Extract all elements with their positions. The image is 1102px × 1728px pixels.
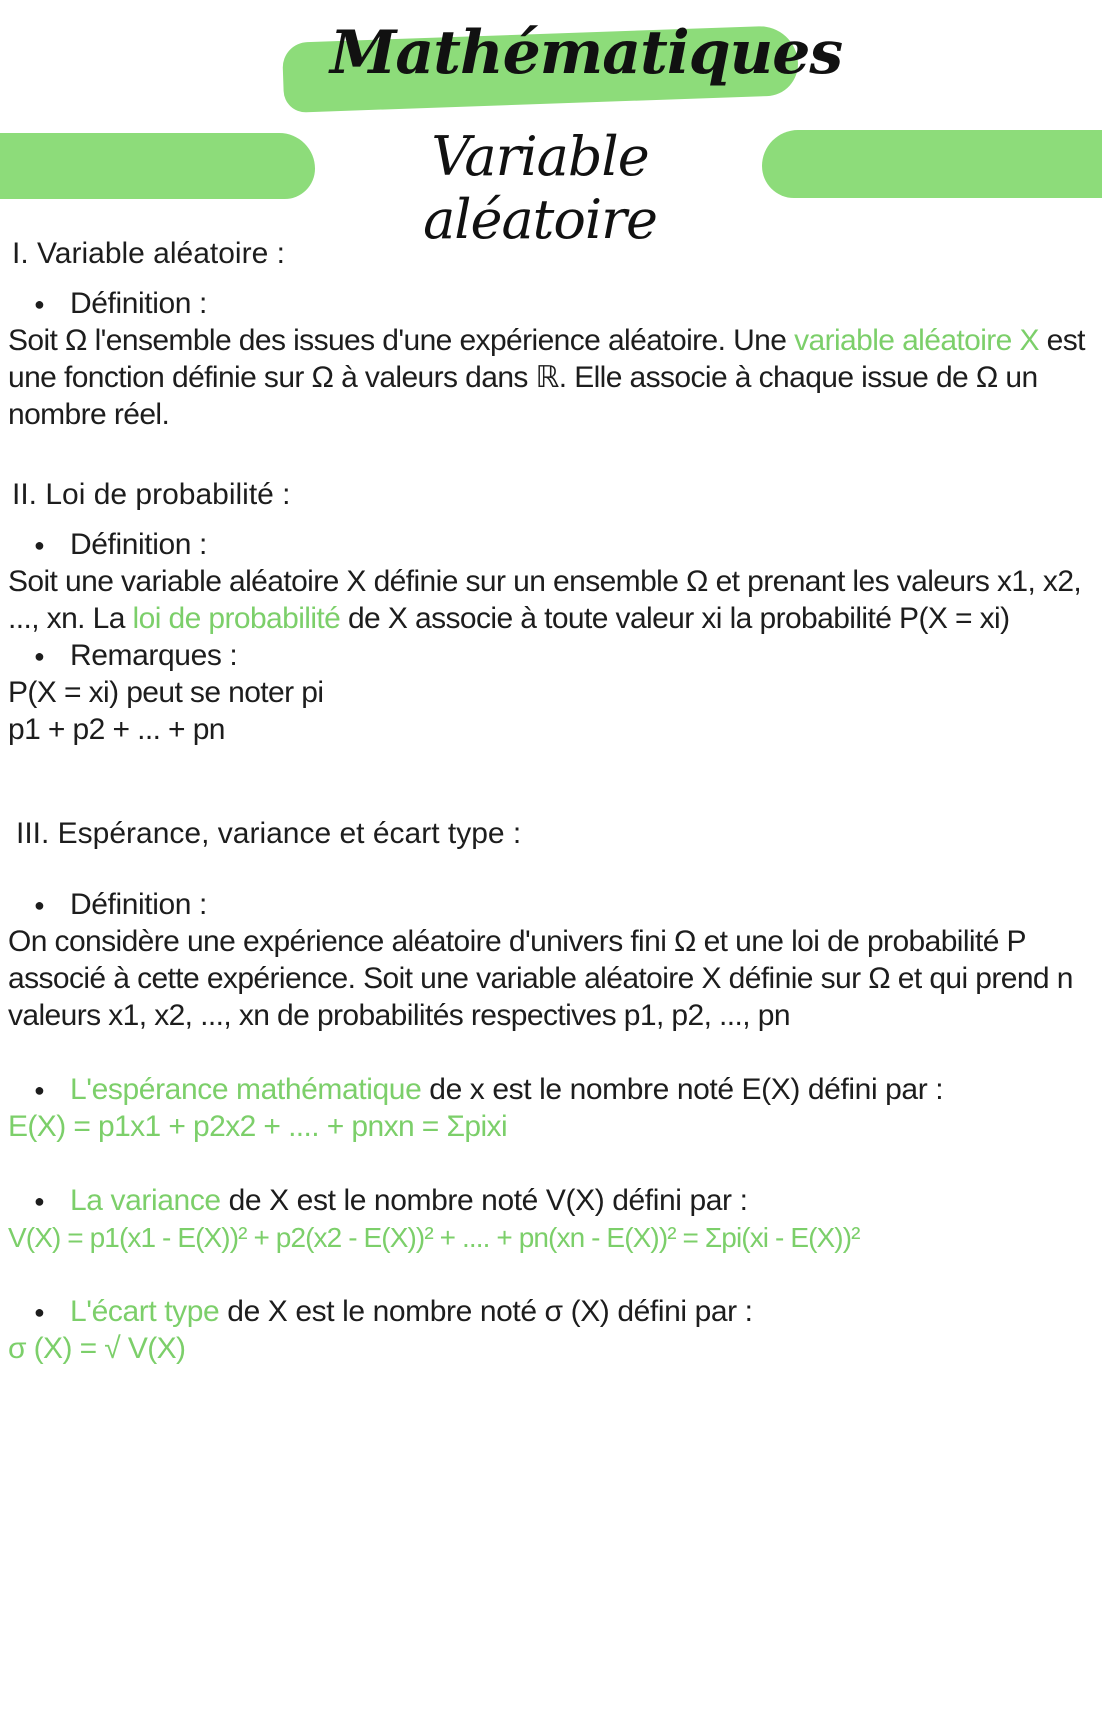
section-3-heading: III. Espérance, variance et écart type : [16,817,522,850]
left-brush-band [0,133,315,199]
section-1-text-line-1: Soit Ω l'ensemble des issues d'une expérience aléatoire. Une variable aléatoire X est [8,324,1085,357]
section-1-heading: I. Variable aléatoire : [12,237,285,270]
formula-variance: V(X) = p1(x1 - E(X))² + p2(x2 - E(X))² + .... + pn(xn - E(X))² = Σpi(xi - E(X))² [8,1222,860,1253]
bullet-esperance: ● L'espérance mathématique de x est le nombre noté E(X) défini par : [34,1072,943,1108]
section-2-bullet-remarques: ● Remarques : [34,638,237,674]
term-loi-de-probabilite: loi de probabilité [132,602,341,635]
term-esperance: L'espérance mathématique [70,1073,422,1106]
section-2-text-line-1: Soit une variable aléatoire X définie sur un ensemble Ω et prenant les valeurs x1, x2, [8,565,1082,598]
page-subtitle: Variable aléatoire [423,125,657,251]
remark-line-1: P(X = xi) peut se noter pi [8,676,324,709]
section-1-bullet-definition: ● Définition : [34,286,207,322]
formula-ecart-type: σ (X) = √ V(X) [8,1332,186,1365]
section-3-bullet-definition: ● Définition : [34,887,207,923]
section-3-text-line-3: valeurs x1, x2, ..., xn de probabilités respectives p1, p2, ..., pn [8,999,790,1032]
term-ecart-type: L'écart type [70,1295,220,1328]
page-title: Mathématiques [330,18,843,88]
bullet-variance: ● La variance de X est le nombre noté V(X) défini par : [34,1183,748,1219]
section-2-heading: II. Loi de probabilité : [12,478,291,511]
term-variance: La variance [70,1184,221,1217]
remark-line-2: p1 + p2 + ... + pn [8,713,225,746]
term-variable-aleatoire: variable aléatoire X [794,324,1039,357]
section-2-bullet-definition: ● Définition : [34,527,207,563]
bullet-ecart-type: ● L'écart type de X est le nombre noté σ (X) défini par : [34,1294,753,1330]
section-2-text-line-2: ..., xn. La loi de probabilité de X associe à toute valeur xi la probabilité P(X = xi) [8,602,1010,635]
section-3-text-line-2: associé à cette expérience. Soit une variable aléatoire X définie sur Ω et qui prend n [8,962,1073,995]
right-brush-band [762,130,1102,198]
section-1-text-line-3: nombre réel. [8,398,170,431]
section-3-text-line-1: On considère une expérience aléatoire d'univers fini Ω et une loi de probabilité P [8,925,1026,958]
formula-esperance: E(X) = p1x1 + p2x2 + .... + pnxn = Σpixi [8,1110,508,1143]
section-1-text-line-2: une fonction définie sur Ω à valeurs dans ℝ. Elle associe à chaque issue de Ω un [8,361,1038,394]
